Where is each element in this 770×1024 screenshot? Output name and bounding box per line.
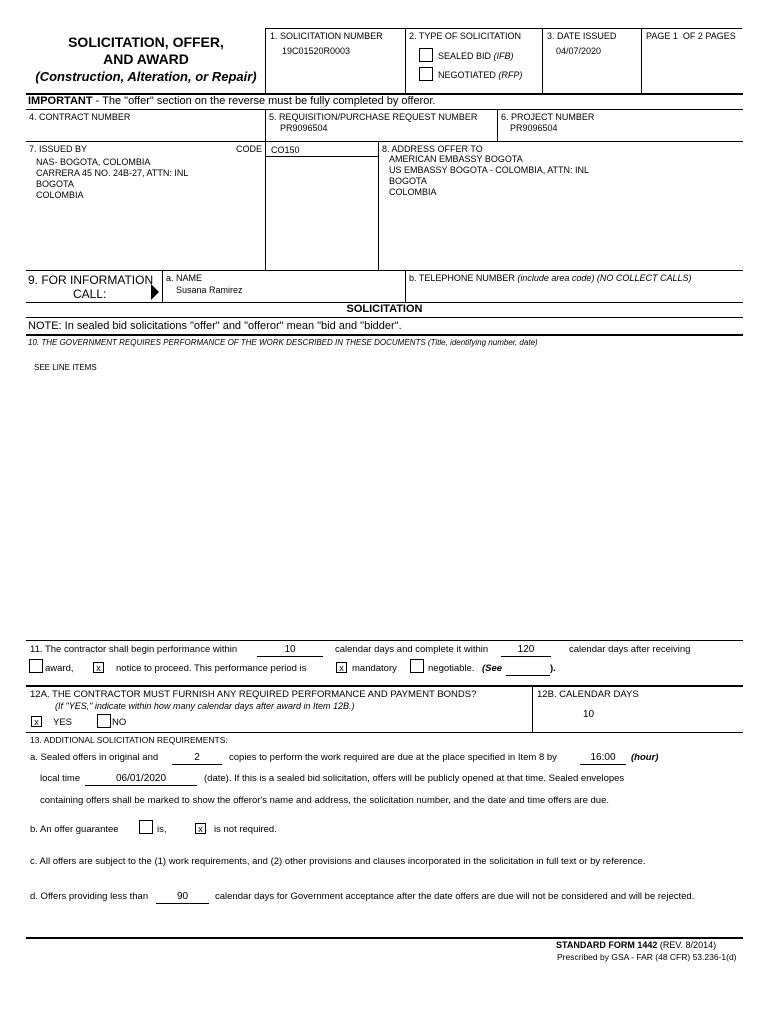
block11-text3: calendar days after receiving (569, 644, 691, 655)
negotiable-label: negotiable. (428, 663, 475, 674)
mandatory-label: mandatory (352, 663, 397, 674)
calendar-days-label: 12B. CALENDAR DAYS (537, 689, 639, 700)
bonds-no-checkbox[interactable] (97, 714, 111, 728)
block13a-text5: containing offers shall be marked to show the offeror's name and address, the solicitation number, and the date and time offers are due. (40, 795, 609, 806)
block11-text1: 11. The contractor shall begin performance within (30, 644, 238, 655)
due-date-field[interactable]: 06/01/2020 (85, 772, 197, 786)
block13d-text1: d. Offers providing less than (30, 891, 149, 902)
guarantee-not-required-label: is not required. (214, 824, 277, 835)
see-field[interactable] (506, 662, 550, 676)
requisition-number-label: 5. REQUISITION/PURCHASE REQUEST NUMBER (269, 112, 478, 122)
hour-label: (hour) (631, 752, 659, 763)
sealed-bid-note: NOTE: In sealed bid solicitations "offer" and "offeror" mean "bid and "bidder". (28, 320, 402, 332)
name-value[interactable]: Susana Ramirez (176, 285, 243, 295)
issued-by-label: 7. ISSUED BY (29, 144, 88, 154)
bonds-no-label: NO (112, 717, 127, 728)
for-information-label: 9. FOR INFORMATION CALL: (28, 273, 154, 301)
important-notice: IMPORTANT - The "offer" section on the reverse must be fully completed by offeror. (28, 95, 436, 107)
requisition-number-value[interactable]: PR9096504 (280, 123, 328, 133)
date-issued-label: 3. DATE ISSUED (547, 31, 617, 41)
form-title-line2: AND AWARD (103, 51, 189, 67)
address-offer-to-line: COLOMBIA (389, 187, 437, 197)
guarantee-is-checkbox[interactable] (139, 820, 153, 834)
address-offer-to-line: US EMBASSY BOGOTA - COLOMBIA, ATTN: INL (389, 165, 590, 175)
calendar-days-value[interactable]: 10 (583, 709, 595, 720)
sealed-bid-checkbox[interactable] (419, 48, 433, 62)
code-value[interactable]: CO150 (271, 145, 300, 155)
guarantee-not-required-checkbox[interactable]: x (195, 823, 206, 834)
form-name: STANDARD FORM 1442 (REV. 8/2014) (556, 940, 717, 950)
address-offer-to-address[interactable] (389, 154, 589, 198)
award-checkbox[interactable] (29, 659, 43, 673)
block10-value[interactable]: SEE LINE ITEMS (34, 363, 97, 372)
negotiable-checkbox[interactable] (410, 659, 424, 673)
block12a-text: 12A. THE CONTRACTOR MUST FURNISH ANY REQUIRED PERFORMANCE AND PAYMENT BONDS? (30, 689, 477, 700)
block13a-text2: copies to perform the work required are due at the place specified in Item 8 by (229, 752, 557, 763)
block13-label: 13. ADDITIONAL SOLICITATION REQUIREMENTS: (30, 735, 228, 745)
telephone-label: b. TELEPHONE NUMBER (include area code) (NO COLLECT CALLS) (409, 273, 692, 283)
notice-to-proceed-label: notice to proceed. This performance period is (116, 663, 307, 674)
negotiated-label: NEGOTIATED (RFP) (438, 70, 523, 80)
award-label: award, (45, 663, 74, 674)
block13a-text1: a. Sealed offers in original and (30, 752, 159, 763)
guarantee-is-label: is, (157, 824, 167, 835)
notice-to-proceed-checkbox[interactable]: x (93, 662, 104, 673)
form-title (26, 34, 266, 85)
due-time-field[interactable]: 16:00 (580, 751, 626, 765)
complete-days-field[interactable]: 120 (501, 643, 551, 657)
form-title-line1: SOLICITATION, OFFER, (68, 34, 224, 50)
block13b-text: b. An offer guarantee (30, 824, 119, 835)
see-end: ). (550, 663, 556, 674)
mandatory-checkbox[interactable]: x (336, 662, 347, 673)
block13c-text: c. All offers are subject to the (1) work requirements, and (2) other provisions and clauses incorporated in the solicitation in full text or by reference. (30, 856, 646, 867)
issued-by-line: NAS- BOGOTA, COLOMBIA (36, 157, 151, 167)
solicitation-number-value[interactable]: 19C01520R0003 (282, 46, 351, 56)
arrow-right-icon (151, 284, 159, 300)
block13a-text3: local time (40, 773, 81, 784)
begin-days-field[interactable]: 10 (257, 643, 323, 657)
block13a-text4: (date). If this is a sealed bid solicitation, offers will be publicly opened at that time. Sealed envelopes (204, 773, 625, 784)
code-label: CODE (236, 144, 263, 154)
issued-by-line: CARRERA 45 NO. 24B-27, ATTN: INL (36, 168, 189, 178)
block11-text2: calendar days and complete it within (335, 644, 489, 655)
see-label: (See (482, 663, 503, 674)
issued-by-address[interactable] (36, 157, 188, 201)
solicitation-header: SOLICITATION (346, 303, 423, 315)
block13d-text2: calendar days for Government acceptance after the date offers are due will not be considered and will be rejected. (215, 891, 695, 902)
form-title-line3: (Construction, Alteration, or Repair) (35, 69, 257, 84)
address-offer-to-line: BOGOTA (389, 176, 427, 186)
negotiated-checkbox[interactable] (419, 67, 433, 81)
name-label: a. NAME (166, 273, 203, 283)
sealed-bid-label: SEALED BID (IFB) (438, 51, 514, 61)
address-offer-to-label: 8. ADDRESS OFFER TO (382, 144, 483, 154)
acceptance-days-field[interactable]: 90 (156, 890, 209, 904)
prescribed-by: Prescribed by GSA - FAR (48 CFR) 53.236-1(d) (557, 952, 737, 962)
solicitation-type-label: 2. TYPE OF SOLICITATION (409, 31, 522, 41)
block10-label: 10. THE GOVERNMENT REQUIRES PERFORMANCE OF THE WORK DESCRIBED IN THESE DOCUMENTS (Title, identifying number, date) (28, 338, 538, 347)
address-offer-to-line: AMERICAN EMBASSY BOGOTA (389, 154, 523, 164)
issued-by-line: COLOMBIA (36, 190, 84, 200)
solicitation-number-label: 1. SOLICITATION NUMBER (270, 31, 383, 41)
bonds-yes-checkbox[interactable]: x (31, 716, 42, 727)
issued-by-line: BOGOTA (36, 179, 74, 189)
contract-number-label: 4. CONTRACT NUMBER (29, 112, 131, 122)
bonds-yes-label: YES (53, 717, 73, 728)
project-number-label: 6. PROJECT NUMBER (501, 112, 595, 122)
project-number-value[interactable]: PR9096504 (510, 123, 558, 133)
copies-field[interactable]: 2 (172, 751, 222, 765)
date-issued-value[interactable]: 04/07/2020 (556, 46, 602, 56)
page-info: PAGE 1 OF 2 PAGES (646, 31, 736, 41)
block12a-note: (If "YES," indicate within how many calendar days after award in Item 12B.) (55, 701, 355, 711)
